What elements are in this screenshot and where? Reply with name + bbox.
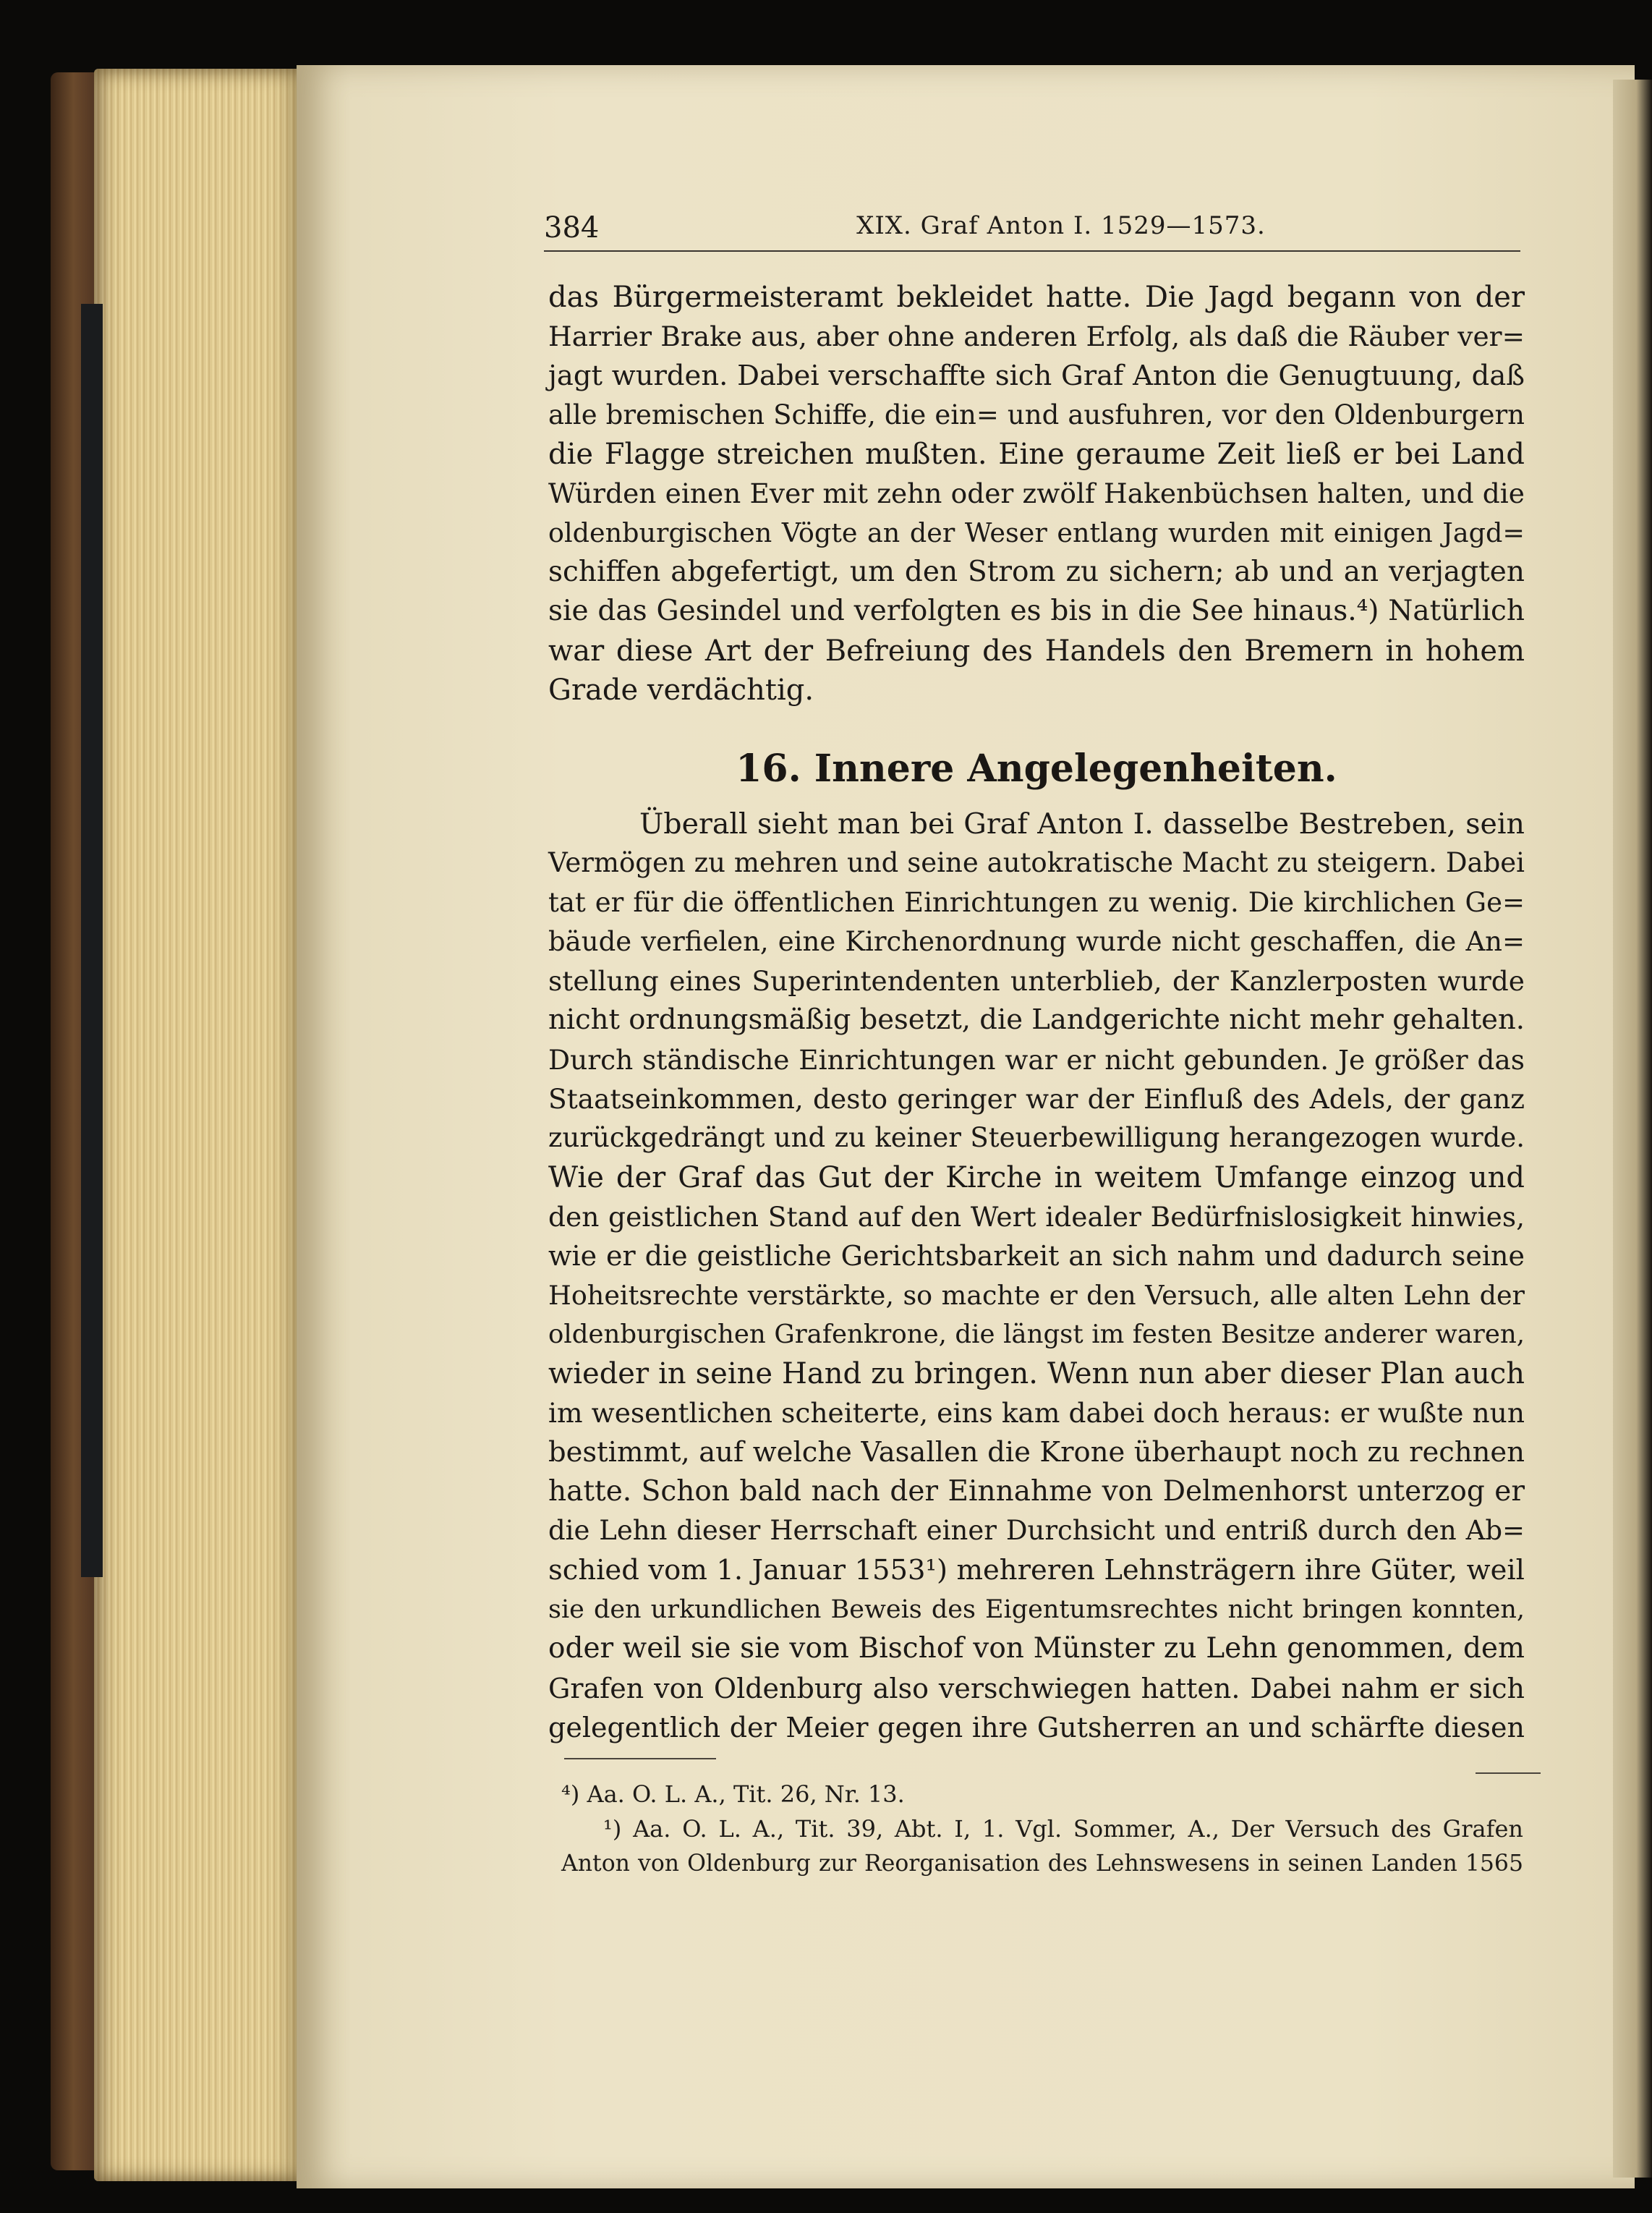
text-line: bestimmt, auf welche Vasallen die Krone überhaupt noch zu rechnen [548,1435,1525,1469]
text-line: jagt wurden. Dabei verschaffte sich Graf Anton die Genugtuung, daß [548,359,1525,392]
page-edges [94,69,304,2181]
text-line: Grafen von Oldenburg also verschwiegen hatten. Dabei nahm er sich [548,1672,1525,1704]
text-line: Hoheitsrechte verstärkte, so machte er den Versuch, alle alten Lehn der [548,1279,1525,1311]
text-line: Würden einen Ever mit zehn oder zwölf Hakenbüchsen halten, und die [548,477,1525,510]
text-line: oder weil sie sie vom Bischof von Münster zu Lehn genommen, dem [548,1632,1525,1665]
text-line: nicht ordnungsmäßig besetzt, die Landgerichte nicht mehr gehalten. [548,1003,1525,1037]
text-line: Grade verdächtig. [548,673,814,707]
page-gutter [1613,80,1652,2178]
text-line: wie er die geistliche Gerichtsbarkeit an sich nahm und dadurch seine [548,1240,1525,1273]
text-line: hatte. Schon bald nach der Einnahme von Delmenhorst unterzog er [548,1475,1525,1508]
footnote-rule-right [1476,1772,1541,1774]
text-line: den geistlichen Stand auf den Wert idealer Bedürfnislosigkeit hinwies, [548,1200,1525,1233]
text-line: stellung eines Superintendenten unterblieb, der Kanzlerposten wurde [548,965,1525,998]
text-line: im wesentlichen scheiterte, eins kam dabei doch heraus: er wußte nun [548,1397,1525,1430]
running-title: XIX. Graf Anton I. 1529—1573. [856,211,1266,240]
text-line: die Lehn dieser Herrschaft einer Durchsicht und entriß durch den Ab= [548,1515,1525,1547]
footnotes [561,1777,1523,1881]
text-line: Harrier Brake aus, aber ohne anderen Erfolg, als daß die Räuber ver= [548,320,1525,353]
text-line: gelegentlich der Meier gegen ihre Gutsherren an und schärfte diesen [548,1711,1525,1743]
page-number: 384 [544,211,600,245]
text-line: Vermögen zu mehren und seine autokratische Macht zu steigern. Dabei [548,847,1525,879]
text-line: alle bremischen Schiffe, die ein= und ausfuhren, vor den Oldenburgern [548,399,1525,430]
text-line: Wie der Graf das Gut der Kirche in weitem Umfange einzog und [548,1160,1525,1194]
text-line: bäude verfielen, eine Kirchenordnung wurde nicht geschaffen, die An= [548,925,1525,957]
text-line: Überall sieht man bei Graf Anton I. dasselbe Bestreben, sein [639,807,1525,841]
text-line: sie das Gesindel und verfolgten es bis in die See hinaus.⁴) Natürlich [548,595,1525,628]
text-line: Staatseinkommen, desto geringer war der Einfluß des Adels, der ganz [548,1083,1525,1116]
text-line: die Flagge streichen mußten. Eine geraume Zeit ließ er bei Land [548,438,1525,472]
text-line: zurückgedrängt und zu keiner Steuerbewilligung herangezogen wurde. [548,1122,1525,1154]
text-line: das Bürgermeisteramt bekleidet hatte. Die Jagd begann von der [548,281,1525,314]
footnote-continuation: Anton von Oldenburg zur Reorganisation des Lehnswesens in seinen Landen 1565 [561,1851,1523,1877]
text-line: tat er für die öffentlichen Einrichtungen zu wenig. Die kirchlichen Ge= [548,886,1525,918]
text-line: war diese Art der Befreiung des Handels den Bremern in hohem [548,634,1525,668]
text-line: schiffen abgefertigt, um den Strom zu sichern; ab und an verjagten [548,556,1525,589]
footnote: ¹) Aa. O. L. A., Tit. 39, Abt. I, 1. Vgl. Sommer, A., Der Versuch des Grafen [603,1815,1523,1843]
running-header [544,207,1520,252]
text-line: sie den urkundlichen Beweis des Eigentumsrechtes nicht bringen konnten, [548,1594,1525,1624]
paragraph-2 [548,804,1525,1747]
footnote: ⁴) Aa. O. L. A., Tit. 26, Nr. 13. [561,1780,905,1808]
text-line: Durch ständische Einrichtungen war er nicht gebunden. Je größer das [548,1043,1525,1076]
text-line: wieder in seine Hand zu bringen. Wenn nun aber dieser Plan auch [548,1357,1525,1391]
paragraph-1 [548,278,1525,710]
footnote-rule [564,1758,716,1759]
text-line: oldenburgischen Grafenkrone, die längst im festen Besitze anderer waren, [548,1319,1525,1349]
text-line: oldenburgischen Vögte an der Weser entlang wurden mit einigen Jagd= [548,517,1525,548]
book-spine [81,304,103,1577]
section-heading: 16. Innere Angelegenheiten. [736,747,1337,791]
text-line: schied vom 1. Januar 1553¹) mehreren Lehnsträgern ihre Güter, weil [548,1553,1525,1587]
